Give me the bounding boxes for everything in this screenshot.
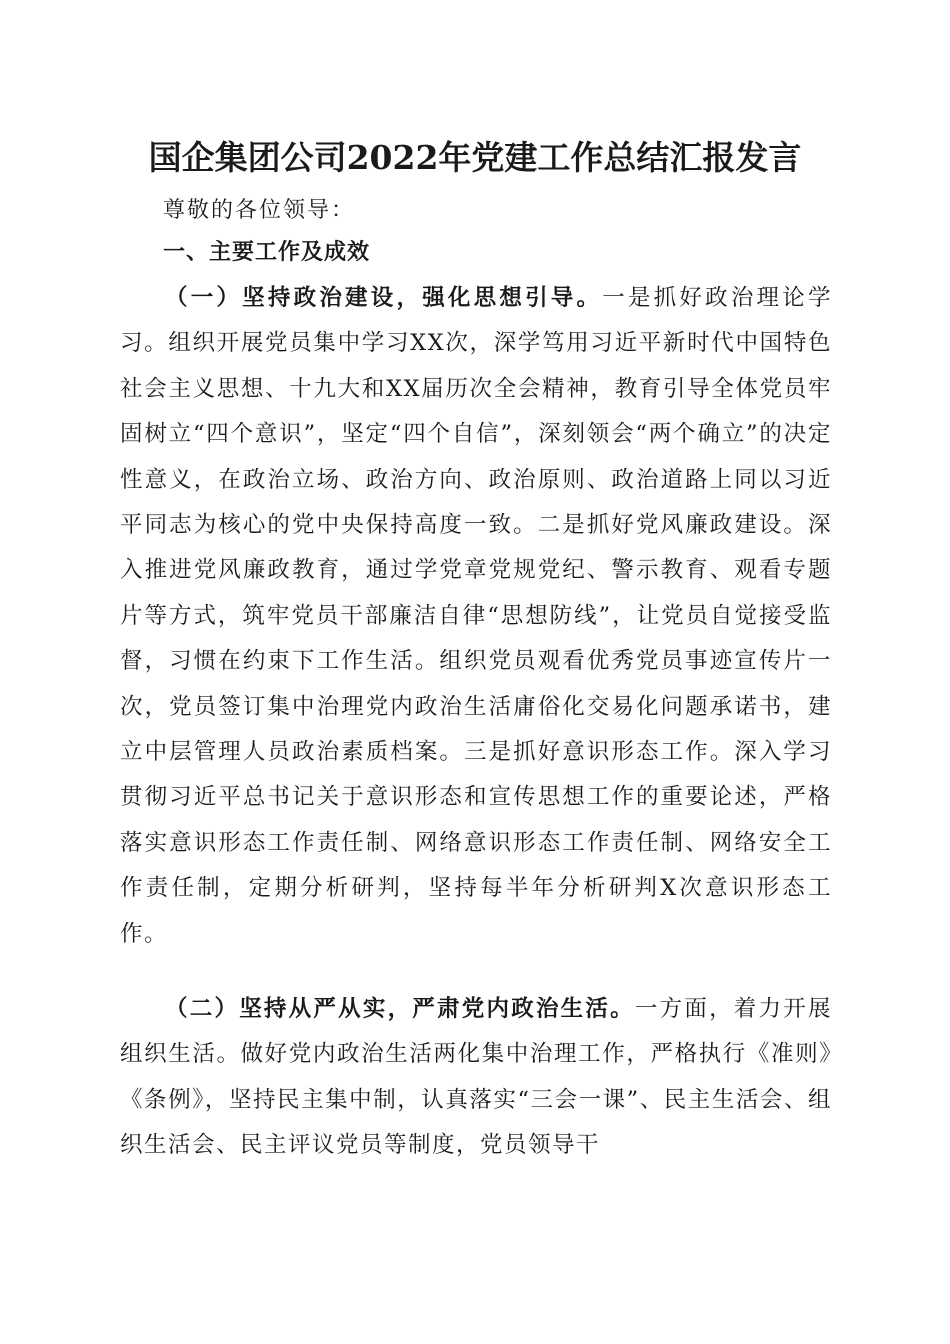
section-heading: 一、主要工作及成效	[163, 240, 371, 265]
paragraph-2	[120, 987, 832, 1169]
paragraph-2-lead: （二）坚持从严从实，严肃党内政治生活。	[165, 996, 635, 1022]
greeting: 尊敬的各位领导：	[163, 198, 356, 223]
paragraph-1-lead: （一）坚持政治建设，强化思想引导。	[165, 285, 603, 311]
paragraph-1	[120, 276, 832, 957]
paragraph-2-body: 一方面，着力开展组织生活。做好党内政治生活两化集中治理工作，严格执行《准则》《条例》，坚持民主集中制，认真落实“三会一课”、民主生活会、组织生活会、民主评议党员等制度，党员领导干	[120, 996, 832, 1159]
document-title: 国企集团公司2022年党建工作总结汇报发言	[148, 138, 802, 177]
paragraph-1-body: 一是抓好政治理论学习。组织开展党员集中学习XX次，深学笃用习近平新时代中国特色社会主义思想、十九大和XX届历次全会精神，教育引导全体党员牢固树立“四个意识”，坚定“四个自信”，深刻领会“两个确立”的决定性意义，在政治立场、政治方向、政治原则、政治道路上同以习近平同志为核心的党中央保持高度一致。二是抓好党风廉政建设。深入推进党风廉政教育，通过学党章党规党纪、警示教育、观看专题片等方式，筑牢党员干部廉洁自律“思想防线”，让党员自觉接受监督，习惯在约束下工作生活。组织党员观看优秀党员事迹宣传片一次，党员签订集中治理党内政治生活庸俗化交易化问题承诺书，建立中层管理人员政治素质档案。三是抓好意识形态工作。深入学习贯彻习近平总书记关于意识形态和宣传思想工作的重要论述，严格落实意识形态工作责任制、网络意识形态工作责任制、网络安全工作责任制，定期分析研判，坚持每半年分析研判X次意识形态工作。	[120, 285, 832, 947]
